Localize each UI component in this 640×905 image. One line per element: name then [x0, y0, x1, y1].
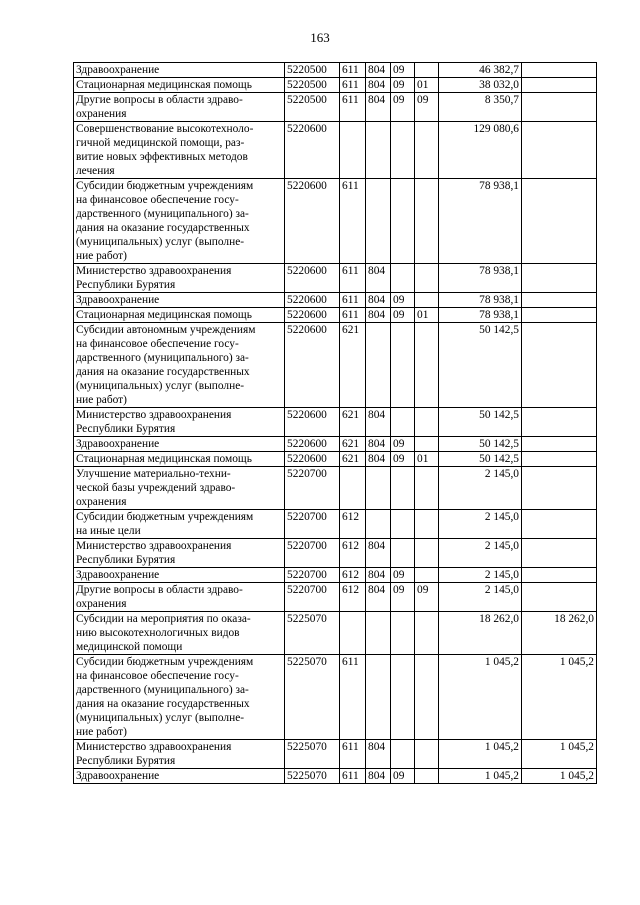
row-section	[391, 539, 415, 568]
row-budget-manager	[366, 323, 391, 408]
row-amount-federal: 1 045,2	[522, 769, 597, 784]
row-target-article: 5220700	[285, 568, 340, 583]
table-row	[74, 437, 597, 452]
row-amount-federal	[522, 583, 597, 612]
row-subsection	[415, 769, 439, 784]
row-name: Субсидии бюджетным учреждениям на иные цели	[74, 510, 285, 539]
row-amount: 1 045,2	[439, 655, 522, 740]
row-subsection	[415, 467, 439, 510]
table-row	[74, 583, 597, 612]
row-section	[391, 408, 415, 437]
row-budget-manager: 804	[366, 308, 391, 323]
table-row	[74, 612, 597, 655]
row-name: Здравоохранение	[74, 293, 285, 308]
row-amount: 2 145,0	[439, 583, 522, 612]
row-budget-manager	[366, 510, 391, 539]
row-budget-manager	[366, 179, 391, 264]
row-subsection	[415, 437, 439, 452]
table-row	[74, 568, 597, 583]
row-target-article: 5220700	[285, 510, 340, 539]
row-budget-manager: 804	[366, 408, 391, 437]
row-amount: 50 142,5	[439, 452, 522, 467]
row-name: Субсидии на мероприятия по оказа- нию высокотехнологичных видов медицинской помощи	[74, 612, 285, 655]
row-amount: 78 938,1	[439, 293, 522, 308]
row-expense-type: 611	[340, 179, 366, 264]
row-budget-manager: 804	[366, 452, 391, 467]
row-target-article: 5220600	[285, 323, 340, 408]
row-subsection: 01	[415, 452, 439, 467]
table-row	[74, 308, 597, 323]
row-name: Субсидии бюджетным учреждениям на финансовое обеспечение госу- дарственного (муниципального) за- дания на оказание государственных (муниципальных) услуг (выполне- ние работ)	[74, 179, 285, 264]
row-target-article: 5220500	[285, 63, 340, 78]
row-subsection	[415, 655, 439, 740]
page-number: 163	[310, 30, 330, 45]
row-amount: 8 350,7	[439, 93, 522, 122]
row-section	[391, 612, 415, 655]
row-amount-federal	[522, 122, 597, 179]
row-amount-federal	[522, 93, 597, 122]
row-name: Субсидии автономным учреждениям на финансовое обеспечение госу- дарственного (муниципального) за- дания на оказание государственных (муниципальных) услуг (выполне- ние работ)	[74, 323, 285, 408]
row-budget-manager: 804	[366, 437, 391, 452]
row-target-article: 5220500	[285, 78, 340, 93]
row-budget-manager: 804	[366, 583, 391, 612]
row-target-article: 5220600	[285, 293, 340, 308]
row-name: Здравоохранение	[74, 568, 285, 583]
row-subsection	[415, 568, 439, 583]
row-name: Здравоохранение	[74, 437, 285, 452]
row-amount-federal	[522, 437, 597, 452]
table-row	[74, 122, 597, 179]
row-amount-federal	[522, 510, 597, 539]
row-amount-federal: 1 045,2	[522, 740, 597, 769]
budget-table-body	[74, 63, 597, 784]
row-name: Министерство здравоохранения Республики Бурятия	[74, 539, 285, 568]
row-expense-type: 611	[340, 78, 366, 93]
row-name: Министерство здравоохранения Республики Бурятия	[74, 264, 285, 293]
row-subsection	[415, 264, 439, 293]
row-amount: 50 142,5	[439, 408, 522, 437]
row-subsection	[415, 408, 439, 437]
row-expense-type: 612	[340, 583, 366, 612]
row-subsection: 01	[415, 78, 439, 93]
row-expense-type: 611	[340, 293, 366, 308]
row-expense-type: 611	[340, 769, 366, 784]
table-row	[74, 264, 597, 293]
table-row	[74, 323, 597, 408]
row-budget-manager: 804	[366, 78, 391, 93]
row-subsection	[415, 539, 439, 568]
row-subsection	[415, 179, 439, 264]
row-subsection: 01	[415, 308, 439, 323]
row-target-article: 5220500	[285, 93, 340, 122]
row-expense-type: 612	[340, 568, 366, 583]
row-budget-manager	[366, 612, 391, 655]
row-amount-federal: 1 045,2	[522, 655, 597, 740]
row-subsection	[415, 122, 439, 179]
row-subsection: 09	[415, 583, 439, 612]
table-row	[74, 179, 597, 264]
row-section: 09	[391, 568, 415, 583]
row-expense-type: 611	[340, 655, 366, 740]
row-target-article: 5225070	[285, 740, 340, 769]
row-expense-type: 611	[340, 264, 366, 293]
row-amount: 2 145,0	[439, 568, 522, 583]
table-row	[74, 655, 597, 740]
row-subsection	[415, 740, 439, 769]
row-target-article: 5220600	[285, 452, 340, 467]
row-amount: 1 045,2	[439, 740, 522, 769]
row-budget-manager	[366, 655, 391, 740]
table-row	[74, 63, 597, 78]
row-budget-manager: 804	[366, 264, 391, 293]
row-expense-type: 611	[340, 93, 366, 122]
row-expense-type: 612	[340, 539, 366, 568]
row-expense-type: 611	[340, 740, 366, 769]
row-name: Другие вопросы в области здраво- охранения	[74, 93, 285, 122]
row-target-article: 5225070	[285, 655, 340, 740]
row-section: 09	[391, 583, 415, 612]
row-amount-federal	[522, 264, 597, 293]
row-target-article: 5220700	[285, 539, 340, 568]
row-section	[391, 740, 415, 769]
row-amount: 1 045,2	[439, 769, 522, 784]
table-row	[74, 78, 597, 93]
row-amount-federal	[522, 539, 597, 568]
row-subsection	[415, 612, 439, 655]
table-row	[74, 510, 597, 539]
row-name: Стационарная медицинская помощь	[74, 452, 285, 467]
row-subsection	[415, 323, 439, 408]
row-section: 09	[391, 78, 415, 93]
row-section: 09	[391, 293, 415, 308]
row-amount-federal	[522, 293, 597, 308]
row-name: Совершенствование высокотехноло- гичной медицинской помощи, раз- витие новых эффективных методов лечения	[74, 122, 285, 179]
row-budget-manager: 804	[366, 63, 391, 78]
row-amount: 50 142,5	[439, 437, 522, 452]
row-amount-federal	[522, 452, 597, 467]
row-amount: 78 938,1	[439, 179, 522, 264]
row-amount: 2 145,0	[439, 539, 522, 568]
row-expense-type: 621	[340, 408, 366, 437]
row-name: Субсидии бюджетным учреждениям на финансовое обеспечение госу- дарственного (муниципального) за- дания на оказание государственных (муниципальных) услуг (выполне- ние работ)	[74, 655, 285, 740]
table-row	[74, 467, 597, 510]
row-target-article: 5220700	[285, 583, 340, 612]
row-section	[391, 264, 415, 293]
row-amount-federal	[522, 78, 597, 93]
row-target-article: 5220600	[285, 122, 340, 179]
row-section	[391, 323, 415, 408]
row-target-article: 5220600	[285, 308, 340, 323]
row-amount: 129 080,6	[439, 122, 522, 179]
table-row	[74, 408, 597, 437]
row-amount-federal	[522, 308, 597, 323]
row-name: Министерство здравоохранения Республики Бурятия	[74, 408, 285, 437]
row-budget-manager: 804	[366, 568, 391, 583]
row-amount: 2 145,0	[439, 510, 522, 539]
row-name: Министерство здравоохранения Республики Бурятия	[74, 740, 285, 769]
row-expense-type	[340, 612, 366, 655]
row-expense-type: 621	[340, 452, 366, 467]
row-budget-manager: 804	[366, 539, 391, 568]
row-amount: 2 145,0	[439, 467, 522, 510]
row-section: 09	[391, 769, 415, 784]
row-target-article: 5225070	[285, 769, 340, 784]
row-expense-type: 621	[340, 323, 366, 408]
row-budget-manager: 804	[366, 769, 391, 784]
row-amount-federal	[522, 63, 597, 78]
row-section	[391, 179, 415, 264]
budget-table	[73, 62, 597, 784]
row-section: 09	[391, 308, 415, 323]
row-expense-type	[340, 467, 366, 510]
row-expense-type: 612	[340, 510, 366, 539]
row-section	[391, 510, 415, 539]
row-amount-federal	[522, 568, 597, 583]
row-amount-federal	[522, 179, 597, 264]
table-row	[74, 93, 597, 122]
row-target-article: 5225070	[285, 612, 340, 655]
row-budget-manager: 804	[366, 740, 391, 769]
row-subsection: 09	[415, 93, 439, 122]
row-subsection	[415, 293, 439, 308]
row-subsection	[415, 510, 439, 539]
row-target-article: 5220600	[285, 179, 340, 264]
row-target-article: 5220600	[285, 408, 340, 437]
table-row	[74, 293, 597, 308]
row-name: Здравоохранение	[74, 63, 285, 78]
row-expense-type: 611	[340, 63, 366, 78]
row-budget-manager: 804	[366, 93, 391, 122]
row-target-article: 5220600	[285, 437, 340, 452]
row-amount: 18 262,0	[439, 612, 522, 655]
row-target-article: 5220700	[285, 467, 340, 510]
row-budget-manager	[366, 467, 391, 510]
table-row	[74, 740, 597, 769]
row-amount: 78 938,1	[439, 264, 522, 293]
row-name: Стационарная медицинская помощь	[74, 78, 285, 93]
row-amount: 46 382,7	[439, 63, 522, 78]
row-amount-federal	[522, 408, 597, 437]
row-name: Здравоохранение	[74, 769, 285, 784]
row-expense-type: 621	[340, 437, 366, 452]
table-row	[74, 539, 597, 568]
row-amount: 38 032,0	[439, 78, 522, 93]
row-section: 09	[391, 93, 415, 122]
row-amount-federal	[522, 323, 597, 408]
row-name: Улучшение материально-техни- ческой базы учреждений здраво- охранения	[74, 467, 285, 510]
row-name: Другие вопросы в области здраво- охранения	[74, 583, 285, 612]
row-budget-manager: 804	[366, 293, 391, 308]
row-section	[391, 122, 415, 179]
row-amount-federal	[522, 467, 597, 510]
row-section	[391, 655, 415, 740]
row-expense-type: 611	[340, 308, 366, 323]
row-subsection	[415, 63, 439, 78]
row-name: Стационарная медицинская помощь	[74, 308, 285, 323]
table-row	[74, 769, 597, 784]
table-row	[74, 452, 597, 467]
row-amount: 50 142,5	[439, 323, 522, 408]
row-section	[391, 467, 415, 510]
row-budget-manager	[366, 122, 391, 179]
row-amount-federal: 18 262,0	[522, 612, 597, 655]
row-section: 09	[391, 63, 415, 78]
row-section: 09	[391, 437, 415, 452]
row-section: 09	[391, 452, 415, 467]
row-expense-type	[340, 122, 366, 179]
row-target-article: 5220600	[285, 264, 340, 293]
row-amount: 78 938,1	[439, 308, 522, 323]
